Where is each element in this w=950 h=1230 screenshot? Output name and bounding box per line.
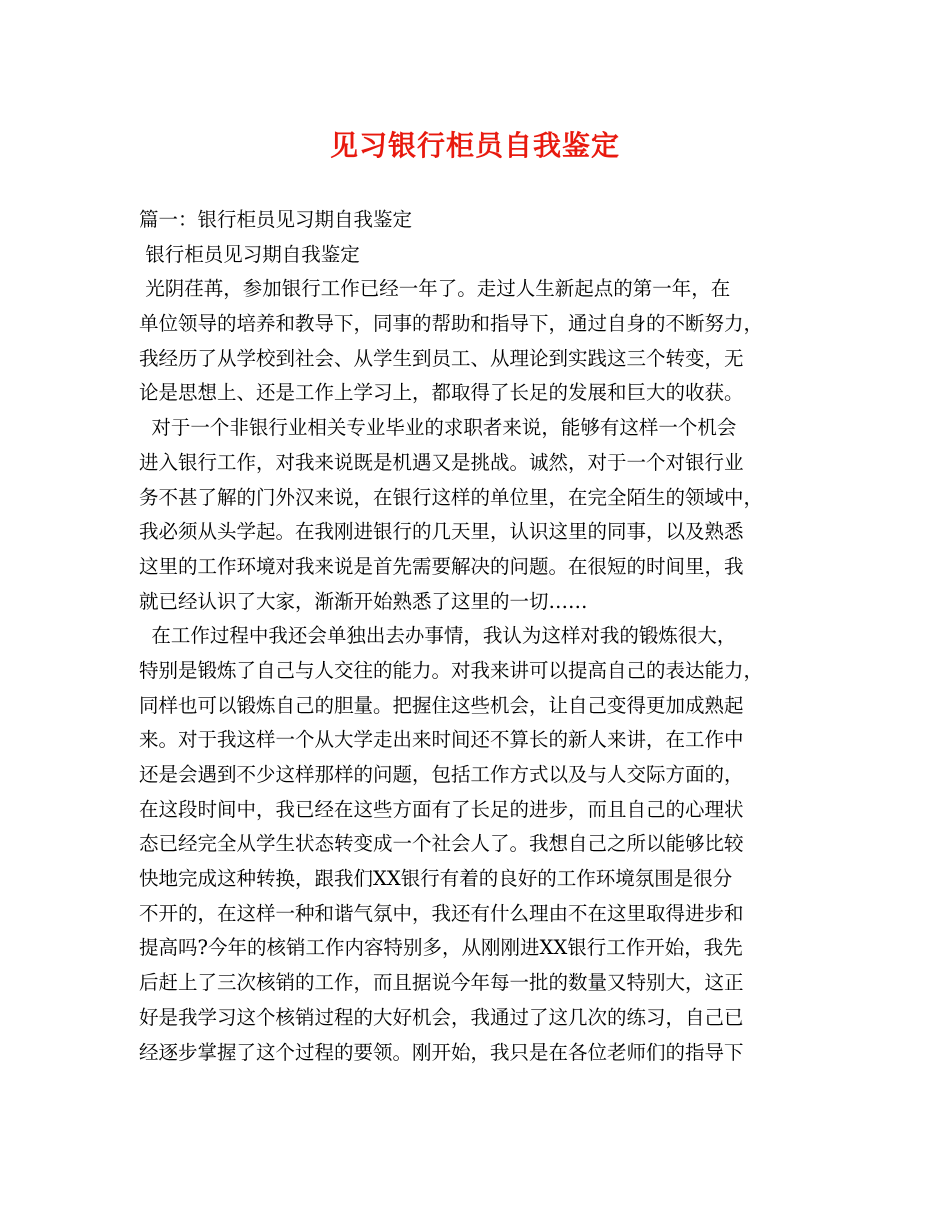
body-line: 特别是锻炼了自己与人交往的能力。对我来讲可以提高自己的表达能力，	[139, 658, 764, 682]
body-line: 银行柜员见习期自我鉴定	[139, 242, 360, 266]
body-line: 在这段时间中，我已经在这些方面有了长足的进步，而且自己的心理状	[139, 797, 744, 821]
document-title: 见习银行柜员自我鉴定	[329, 129, 620, 162]
body-line: 好是我学习这个核销过程的大好机会，我通过了这几次的练习，自己已	[139, 1005, 744, 1029]
body-line: 论是思想上、还是工作上学习上，都取得了长足的发展和巨大的收获。	[139, 381, 744, 405]
body-line: 篇一：银行柜员见习期自我鉴定	[139, 208, 413, 231]
body-line: 务不甚了解的门外汉来说，在银行这样的单位里，在完全陌生的领域中，	[139, 485, 764, 509]
body-line: 同样也可以锻炼自己的胆量。把握住这些机会，让自己变得更加成熟起	[139, 693, 744, 717]
body-line: 单位领导的培养和教导下，同事的帮助和指导下，通过自身的不断努力，	[139, 312, 764, 336]
body-line: 我经历了从学校到社会、从学生到员工、从理论到实践这三个转变，无	[139, 346, 744, 370]
body-line: 进入银行工作，对我来说既是机遇又是挑战。诚然，对于一个对银行业	[139, 450, 744, 474]
body-line: 在工作过程中我还会单独出去办事情，我认为这样对我的锻炼很大，	[139, 624, 737, 648]
body-line: 来。对于我这样一个从大学走出来时间还不算长的新人来讲，在工作中	[139, 728, 744, 752]
body-line: 光阴荏苒，参加银行工作已经一年了。走过人生新起点的第一年，在	[139, 277, 731, 301]
body-line: 这里的工作环境对我来说是首先需要解决的问题。在很短的时间里，我	[139, 554, 744, 578]
body-line: 经逐步掌握了这个过程的要领。刚开始，我只是在各位老师们的指导下	[139, 1040, 744, 1064]
body-line: 还是会遇到不少这样那样的问题，包括工作方式以及与人交际方面的，	[139, 763, 744, 786]
body-line: 就已经认识了大家，渐渐开始熟悉了这里的一切……	[139, 589, 588, 613]
body-line: 态已经完全从学生状态转变成一个社会人了。我想自己之所以能够比较	[139, 832, 744, 856]
body-line: 快地完成这种转换，跟我们XX银行有着的良好的工作环境氛围是很分	[139, 867, 733, 891]
body-line: 对于一个非银行业相关专业毕业的求职者来说，能够有这样一个机会	[139, 416, 737, 440]
body-line: 我必须从头学起。在我刚进银行的几天里，认识这里的同事，以及熟悉	[139, 520, 744, 544]
body-line: 提高吗?今年的核销工作内容特别多，从刚刚进XX银行工作开始，我先	[139, 936, 743, 960]
body-line: 后赶上了三次核销的工作，而且据说今年每一批的数量又特别大，这正	[139, 971, 744, 995]
body-line: 不开的，在这样一种和谐气氛中，我还有什么理由不在这里取得进步和	[139, 901, 744, 925]
document-body	[139, 203, 829, 1070]
